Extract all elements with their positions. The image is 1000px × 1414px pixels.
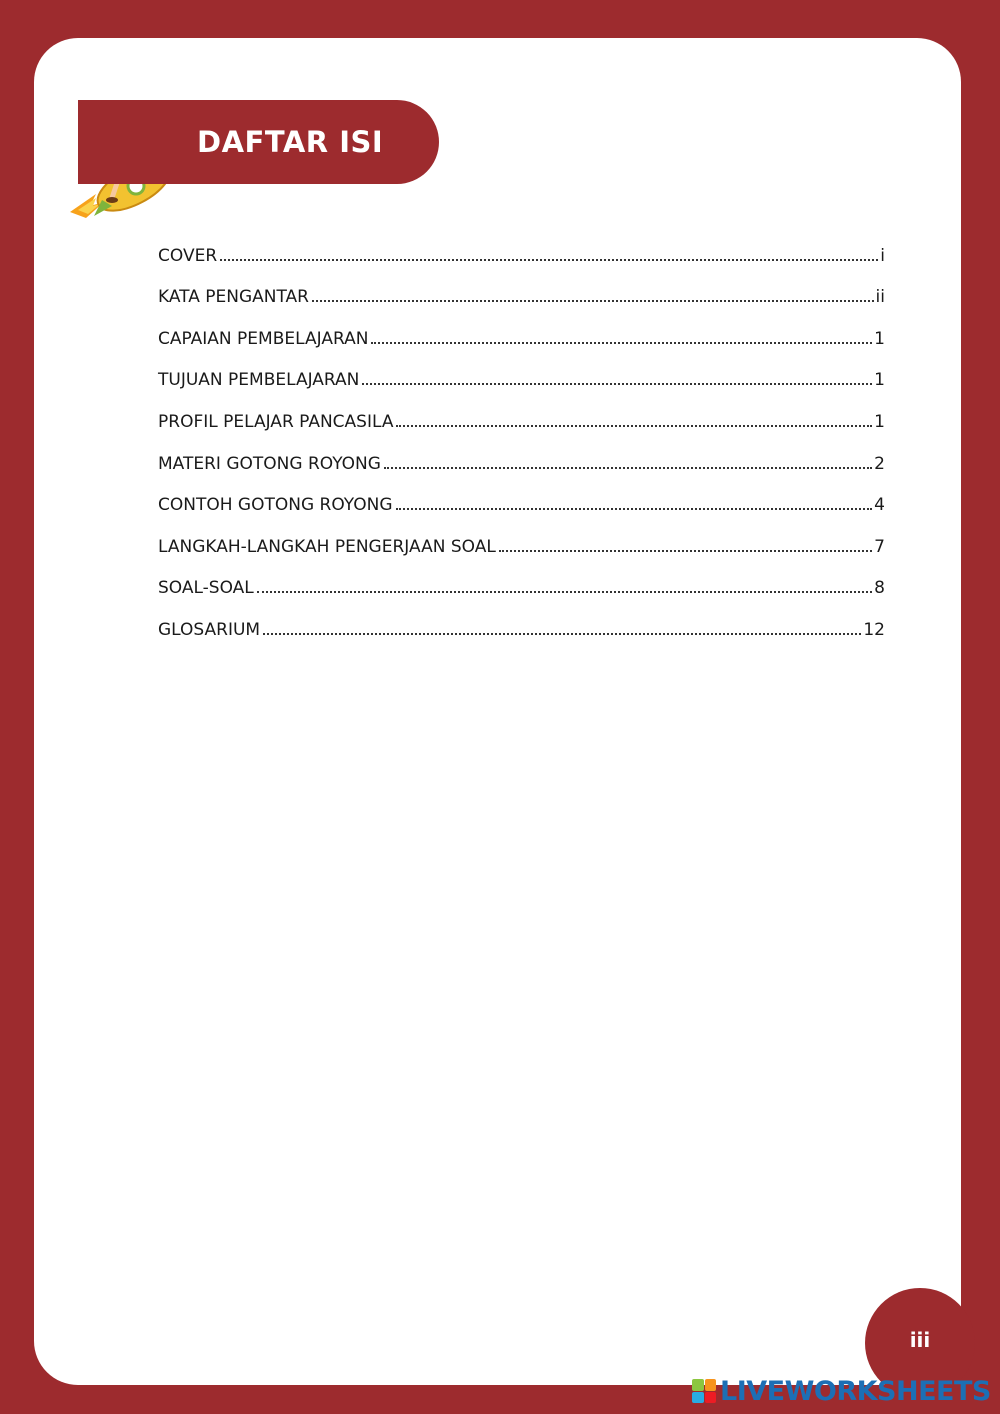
toc-entry[interactable]: [158, 598, 885, 640]
toc-label: PROFIL PELAJAR PANCASILA: [158, 411, 394, 432]
watermark-text: LIVEWORKSHEETS: [720, 1375, 991, 1407]
toc-entry[interactable]: [158, 474, 885, 516]
dot-leader: [396, 507, 873, 510]
toc-label: GLOSARIUM: [158, 619, 261, 640]
toc-entry[interactable]: [158, 557, 885, 599]
toc-label: MATERI GOTONG ROYONG: [158, 453, 381, 474]
toc-label: TUJUAN PEMBELAJARAN: [158, 370, 360, 391]
toc-entry[interactable]: [158, 390, 885, 432]
toc-label: CONTOH GOTONG ROYONG: [158, 495, 393, 516]
dot-leader: [263, 632, 861, 635]
toc-entry[interactable]: [158, 266, 885, 308]
toc-page-number: ii: [875, 287, 885, 308]
dot-leader: [312, 299, 874, 302]
toc-label: CAPAIAN PEMBELAJARAN: [158, 328, 369, 349]
toc-entry[interactable]: [158, 307, 885, 349]
toc-page-number: 2: [874, 453, 885, 474]
watermark[interactable]: [692, 1374, 991, 1408]
dot-leader: [384, 466, 872, 469]
toc-page-number: 1: [874, 411, 885, 432]
toc-page-number: 1: [874, 370, 885, 391]
dot-leader: [220, 258, 878, 261]
toc-entry[interactable]: [158, 349, 885, 391]
toc-label: KATA PENGANTAR: [158, 287, 309, 308]
dot-leader: [499, 549, 872, 552]
toc-label: LANGKAH-LANGKAH PENGERJAAN SOAL: [158, 536, 496, 557]
page-title: DAFTAR ISI: [197, 125, 384, 159]
liveworksheets-logo-icon: [692, 1379, 716, 1403]
dot-leader: [371, 341, 872, 344]
toc-entry[interactable]: [158, 432, 885, 474]
page-number: iii: [909, 1328, 931, 1352]
toc-page-number: 8: [874, 578, 885, 599]
toc-label: COVER: [158, 245, 218, 266]
toc-page-number: 12: [863, 619, 885, 640]
table-of-contents: [158, 224, 885, 640]
document-page: [34, 38, 961, 1385]
dot-leader: [362, 382, 872, 385]
toc-entry[interactable]: [158, 515, 885, 557]
toc-page-number: 1: [874, 328, 885, 349]
toc-label: SOAL-SOAL: [158, 578, 254, 599]
title-banner: [78, 100, 439, 184]
toc-page-number: i: [880, 245, 885, 266]
toc-page-number: 4: [874, 495, 885, 516]
dot-leader: [257, 590, 872, 593]
toc-page-number: 7: [874, 536, 885, 557]
dot-leader: [396, 424, 872, 427]
toc-entry[interactable]: [158, 224, 885, 266]
